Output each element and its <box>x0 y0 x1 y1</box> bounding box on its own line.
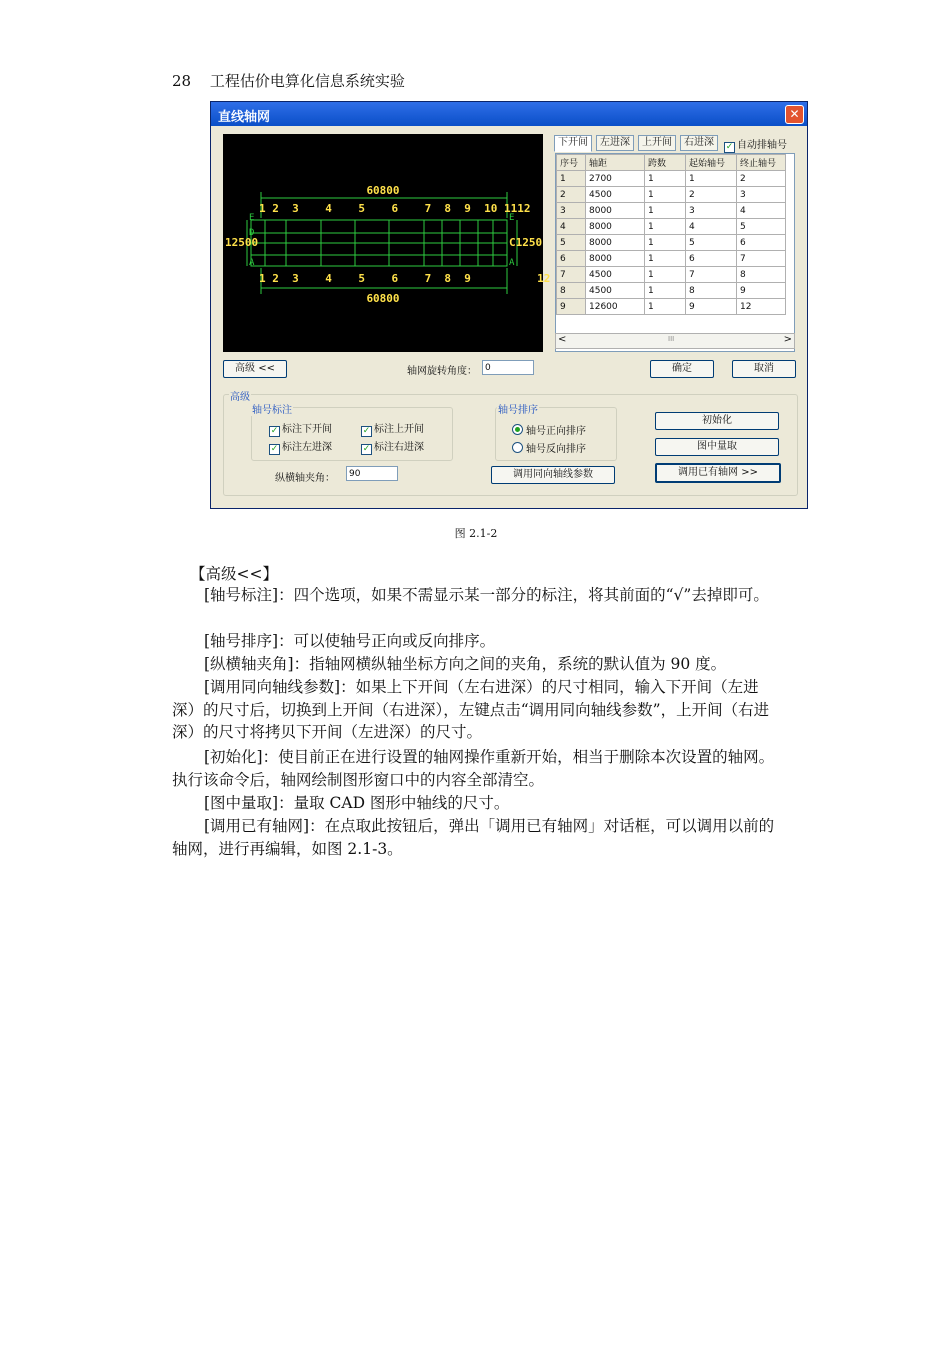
table-cell[interactable]: 1 <box>645 187 686 203</box>
paragraph: [纵横轴夹角]：指轴网横纵轴坐标方向之间的夹角，系统的默认值为 90 度。 <box>204 655 727 673</box>
table-cell[interactable]: 12 <box>737 299 786 315</box>
table-row[interactable] <box>557 219 786 235</box>
paragraph: [图中量取]：量取 CAD 图形中轴线的尺寸。 <box>204 794 510 812</box>
table-row[interactable] <box>557 267 786 283</box>
table-cell[interactable]: 6 <box>686 251 737 267</box>
advanced-button[interactable]: 高级 << <box>223 360 287 378</box>
initialize-button[interactable]: 初始化 <box>655 412 779 430</box>
rotation-label: 轴网旋转角度： <box>407 366 477 377</box>
radio-label: 轴号反向排序 <box>526 444 586 455</box>
table-row[interactable] <box>557 203 786 219</box>
load-existing-grid-button[interactable]: 调用已有轴网 >> <box>655 463 781 483</box>
axis-grid-preview <box>223 134 551 352</box>
table-cell[interactable]: 12600 <box>586 299 645 315</box>
table-cell[interactable]: 4 <box>557 219 586 235</box>
angle-label: 纵横轴夹角： <box>275 473 335 484</box>
column-header: 终止轴号 <box>737 155 786 171</box>
paragraph: [轴号标注]：四个选项，如果不需显示某一部分的标注，将其前面的“√”去掉即可。 <box>204 586 769 604</box>
table-cell[interactable]: 8 <box>737 267 786 283</box>
radio-label: 轴号正向排序 <box>526 426 586 437</box>
paragraph: [轴号排序]：可以使轴号正向或反向排序。 <box>204 632 496 650</box>
table-horizontal-scrollbar[interactable] <box>555 333 795 349</box>
right-letter-a: A <box>509 258 515 268</box>
table-cell[interactable]: 1 <box>645 299 686 315</box>
check-label: 标注下开间 <box>282 424 332 435</box>
table-cell[interactable]: 3 <box>557 203 586 219</box>
table-cell[interactable]: 6 <box>557 251 586 267</box>
table-row[interactable] <box>557 299 786 315</box>
paragraph: [调用已有轴网]：在点取此按钮后，弹出「调用已有轴网」对话框，可以调用以前的轴网，进行再编辑，如图 2.1-3。 <box>172 817 775 858</box>
left-dimension: 12500 <box>225 236 259 249</box>
auto-number-label: 自动排轴号 <box>737 140 787 151</box>
table-cell[interactable]: 8000 <box>586 251 645 267</box>
cancel-button[interactable]: 取消 <box>732 360 796 378</box>
column-header: 跨数 <box>645 155 686 171</box>
sort-reverse-radio[interactable] <box>512 440 586 455</box>
checkbox-checked-icon: ✓ <box>362 444 371 454</box>
checkbox-checked-icon: ✓ <box>270 444 279 454</box>
right-letter-e: E <box>509 213 515 223</box>
tab-left-depth[interactable]: 左进深 <box>596 135 634 151</box>
table-header-row <box>557 155 786 171</box>
section-title: 【高级<<】 <box>190 565 278 583</box>
book-title: 工程估价电算化信息系统实验 <box>209 72 405 90</box>
check-bottom-bay[interactable] <box>269 420 332 437</box>
table-cell[interactable]: 1 <box>645 203 686 219</box>
tab-top-bay[interactable]: 上开间 <box>638 135 676 151</box>
advanced-group-label: 高级 <box>229 388 251 403</box>
table-cell[interactable]: 8 <box>686 283 737 299</box>
table-cell[interactable]: 7 <box>686 267 737 283</box>
radio-selected-icon <box>512 424 523 435</box>
top-axis-labels: 1 2 3 4 5 6 7 8 9 10 1112 <box>259 202 531 215</box>
table-cell[interactable]: 9 <box>686 299 737 315</box>
table-cell[interactable]: 2 <box>737 171 786 187</box>
table-cell[interactable]: 1 <box>557 171 586 187</box>
table-cell[interactable]: 2700 <box>586 171 645 187</box>
axis-label-group-title: 轴号标注 <box>251 401 293 416</box>
axis-table <box>556 154 786 315</box>
checkbox-checked-icon: ✓ <box>725 142 734 152</box>
top-dimension: 60800 <box>366 184 400 197</box>
table-cell[interactable]: 3 <box>737 187 786 203</box>
table-cell[interactable]: 2 <box>557 187 586 203</box>
table-cell[interactable]: 5 <box>557 235 586 251</box>
figure-caption: 图 2.1-2 <box>454 527 498 540</box>
table-cell[interactable]: 1 <box>645 235 686 251</box>
check-top-bay[interactable] <box>361 420 424 437</box>
auto-number-checkbox[interactable] <box>724 136 787 153</box>
column-header: 起始轴号 <box>686 155 737 171</box>
table-cell[interactable]: 8 <box>557 283 586 299</box>
table-cell[interactable]: 9 <box>557 299 586 315</box>
check-label: 标注上开间 <box>374 424 424 435</box>
table-row[interactable] <box>557 187 786 203</box>
table-row[interactable] <box>557 235 786 251</box>
table-cell[interactable]: 9 <box>737 283 786 299</box>
table-cell[interactable]: 5 <box>686 235 737 251</box>
scroll-grip[interactable]: III <box>668 335 675 343</box>
column-header: 序号 <box>557 155 586 171</box>
table-cell[interactable]: 4 <box>686 219 737 235</box>
table-cell[interactable]: 8000 <box>586 203 645 219</box>
table-cell[interactable]: 1 <box>645 171 686 187</box>
check-label: 标注左进深 <box>282 442 332 453</box>
ok-button[interactable]: 确定 <box>650 360 714 378</box>
axis-sort-group-title: 轴号排序 <box>497 401 539 416</box>
table-row[interactable] <box>557 251 786 267</box>
paragraph: [调用同向轴线参数]：如果上下开间（左右进深）的尺寸相同，输入下开间（左进深）的尺寸后，切换到上开间（右进深），左键点击“调用同向轴线参数”，上开间（右进深）的尺寸将拷贝下开间（左进深）的尺寸。 <box>172 678 770 742</box>
table-cell[interactable]: 1 <box>645 283 686 299</box>
preview-drawing <box>223 134 543 352</box>
table-cell[interactable]: 1 <box>645 251 686 267</box>
axis-grid-dialog <box>210 101 808 509</box>
table-row[interactable] <box>557 283 786 299</box>
tab-bottom-bay[interactable]: 下开间 <box>554 135 592 152</box>
bottom-axis-labels: 1 2 3 4 5 6 7 8 9 12 <box>259 272 551 285</box>
radio-icon <box>512 442 523 453</box>
bottom-dimension: 60800 <box>366 292 400 305</box>
left-letter-a: A <box>249 258 255 268</box>
measure-in-drawing-button[interactable]: 图中量取 <box>655 438 779 456</box>
check-left-depth[interactable] <box>269 438 332 455</box>
scroll-right-icon[interactable]: > <box>783 334 792 345</box>
checkbox-checked-icon: ✓ <box>362 426 371 436</box>
table-cell[interactable]: 4500 <box>586 267 645 283</box>
table-cell[interactable]: 2 <box>686 187 737 203</box>
column-header: 轴距 <box>586 155 645 171</box>
scroll-left-icon[interactable]: < <box>558 334 567 345</box>
right-dimension: C1250 <box>509 236 543 249</box>
check-right-depth[interactable] <box>361 438 424 455</box>
table-cell[interactable]: 4 <box>737 203 786 219</box>
table-cell[interactable]: 1 <box>645 267 686 283</box>
sort-forward-radio[interactable] <box>512 422 586 437</box>
left-letter-e: E <box>249 213 255 223</box>
table-cell[interactable]: 8000 <box>586 219 645 235</box>
tab-right-depth[interactable]: 右进深 <box>680 135 718 151</box>
table-cell[interactable]: 4500 <box>586 283 645 299</box>
table-cell[interactable]: 1 <box>686 171 737 187</box>
table-cell[interactable]: 5 <box>737 219 786 235</box>
checkbox-checked-icon: ✓ <box>270 426 279 436</box>
table-cell[interactable]: 7 <box>557 267 586 283</box>
table-cell[interactable]: 4500 <box>586 187 645 203</box>
table-cell[interactable]: 6 <box>737 235 786 251</box>
left-letter-d: D <box>249 228 255 238</box>
table-cell[interactable]: 7 <box>737 251 786 267</box>
dialog-titlebar <box>211 102 807 126</box>
angle-input[interactable]: 90 <box>346 466 398 481</box>
table-cell[interactable]: 1 <box>645 219 686 235</box>
same-direction-params-button[interactable]: 调用同向轴线参数 <box>491 466 615 484</box>
close-icon[interactable]: ✕ <box>785 105 804 124</box>
rotation-input[interactable]: 0 <box>482 360 534 375</box>
table-cell[interactable]: 3 <box>686 203 737 219</box>
page-number: 28 <box>172 72 192 90</box>
paragraph: [初始化]：使目前正在进行设置的轴网操作重新开始，相当于删除本次设置的轴网。执行该命令后，轴网绘制图形窗口中的内容全部清空。 <box>172 748 775 789</box>
table-cell[interactable]: 8000 <box>586 235 645 251</box>
table-row[interactable] <box>557 171 786 187</box>
page-header <box>172 70 405 91</box>
axis-spacing-table[interactable] <box>555 153 795 352</box>
check-label: 标注右进深 <box>374 442 424 453</box>
dialog-title: 直线轴网 <box>218 110 271 125</box>
